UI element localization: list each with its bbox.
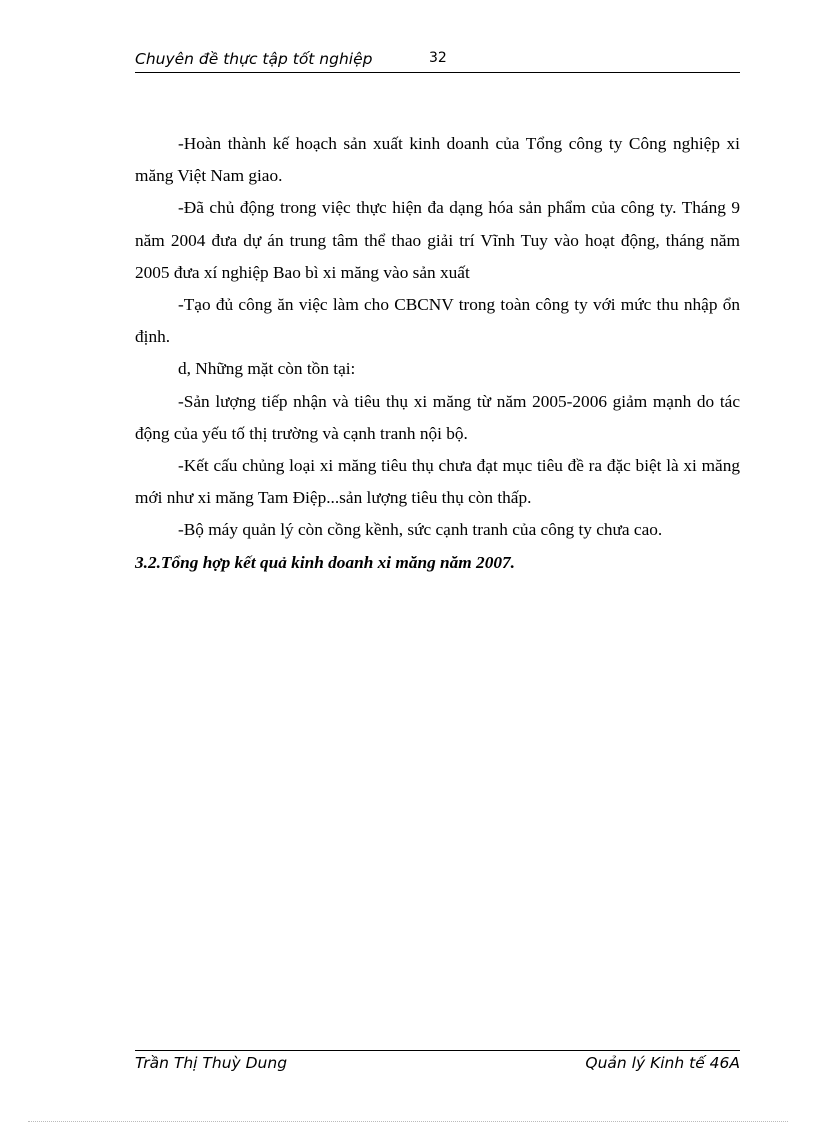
- header-title: Chuyên đề thực tập tốt nghiệp: [135, 50, 373, 68]
- paragraph-diversification: -Đã chủ động trong việc thực hiện đa dạng hóa sản phẩm của công ty. Tháng 9 năm 2004 đưa dự án trung tâm thể thao giải trí Vĩnh Tuy vào hoạt động, tháng năm 2005 đưa xí nghiệp Bao bì xi măng vào sản xuất: [135, 198, 740, 282]
- section-heading: 3.2.Tổng hợp kết quả kinh doanh xi măng năm 2007.: [135, 552, 515, 572]
- page-header: [135, 48, 740, 73]
- document-body: [135, 128, 740, 579]
- paragraph-sales-volume: -Sản lượng tiếp nhận và tiêu thụ xi măng từ năm 2005-2006 giảm mạnh do tác động của yếu tố thị trường và cạnh tranh nội bộ.: [135, 391, 740, 443]
- paragraph-employment: -Tạo đủ công ăn việc làm cho CBCNV trong toàn công ty với mức thu nhập ổn định.: [135, 295, 740, 347]
- page-footer: [135, 1050, 740, 1081]
- paragraph-product-structure: -Kết cấu chủng loại xi măng tiêu thụ chưa đạt mục tiêu đề ra đặc biệt là xi măng mới như xi măng Tam Điệp...sản lượng tiêu thụ còn thấp.: [135, 456, 740, 508]
- paragraph-management: -Bộ máy quản lý còn cồng kềnh, sức cạnh tranh của công ty chưa cao.: [178, 520, 663, 540]
- subheading-remaining-issues: d, Những mặt còn tồn tại:: [178, 359, 356, 379]
- footer-author: Trần Thị Thuỳ Dung: [135, 1054, 288, 1072]
- footer-class: Quản lý Kinh tế 46A: [585, 1054, 740, 1072]
- paragraph-completed-plan: -Hoàn thành kế hoạch sản xuất kinh doanh của Tổng công ty Công nghiệp xi măng Việt Nam giao.: [135, 134, 740, 186]
- page-edge-divider: [28, 1121, 788, 1122]
- page-number: 32: [429, 50, 447, 66]
